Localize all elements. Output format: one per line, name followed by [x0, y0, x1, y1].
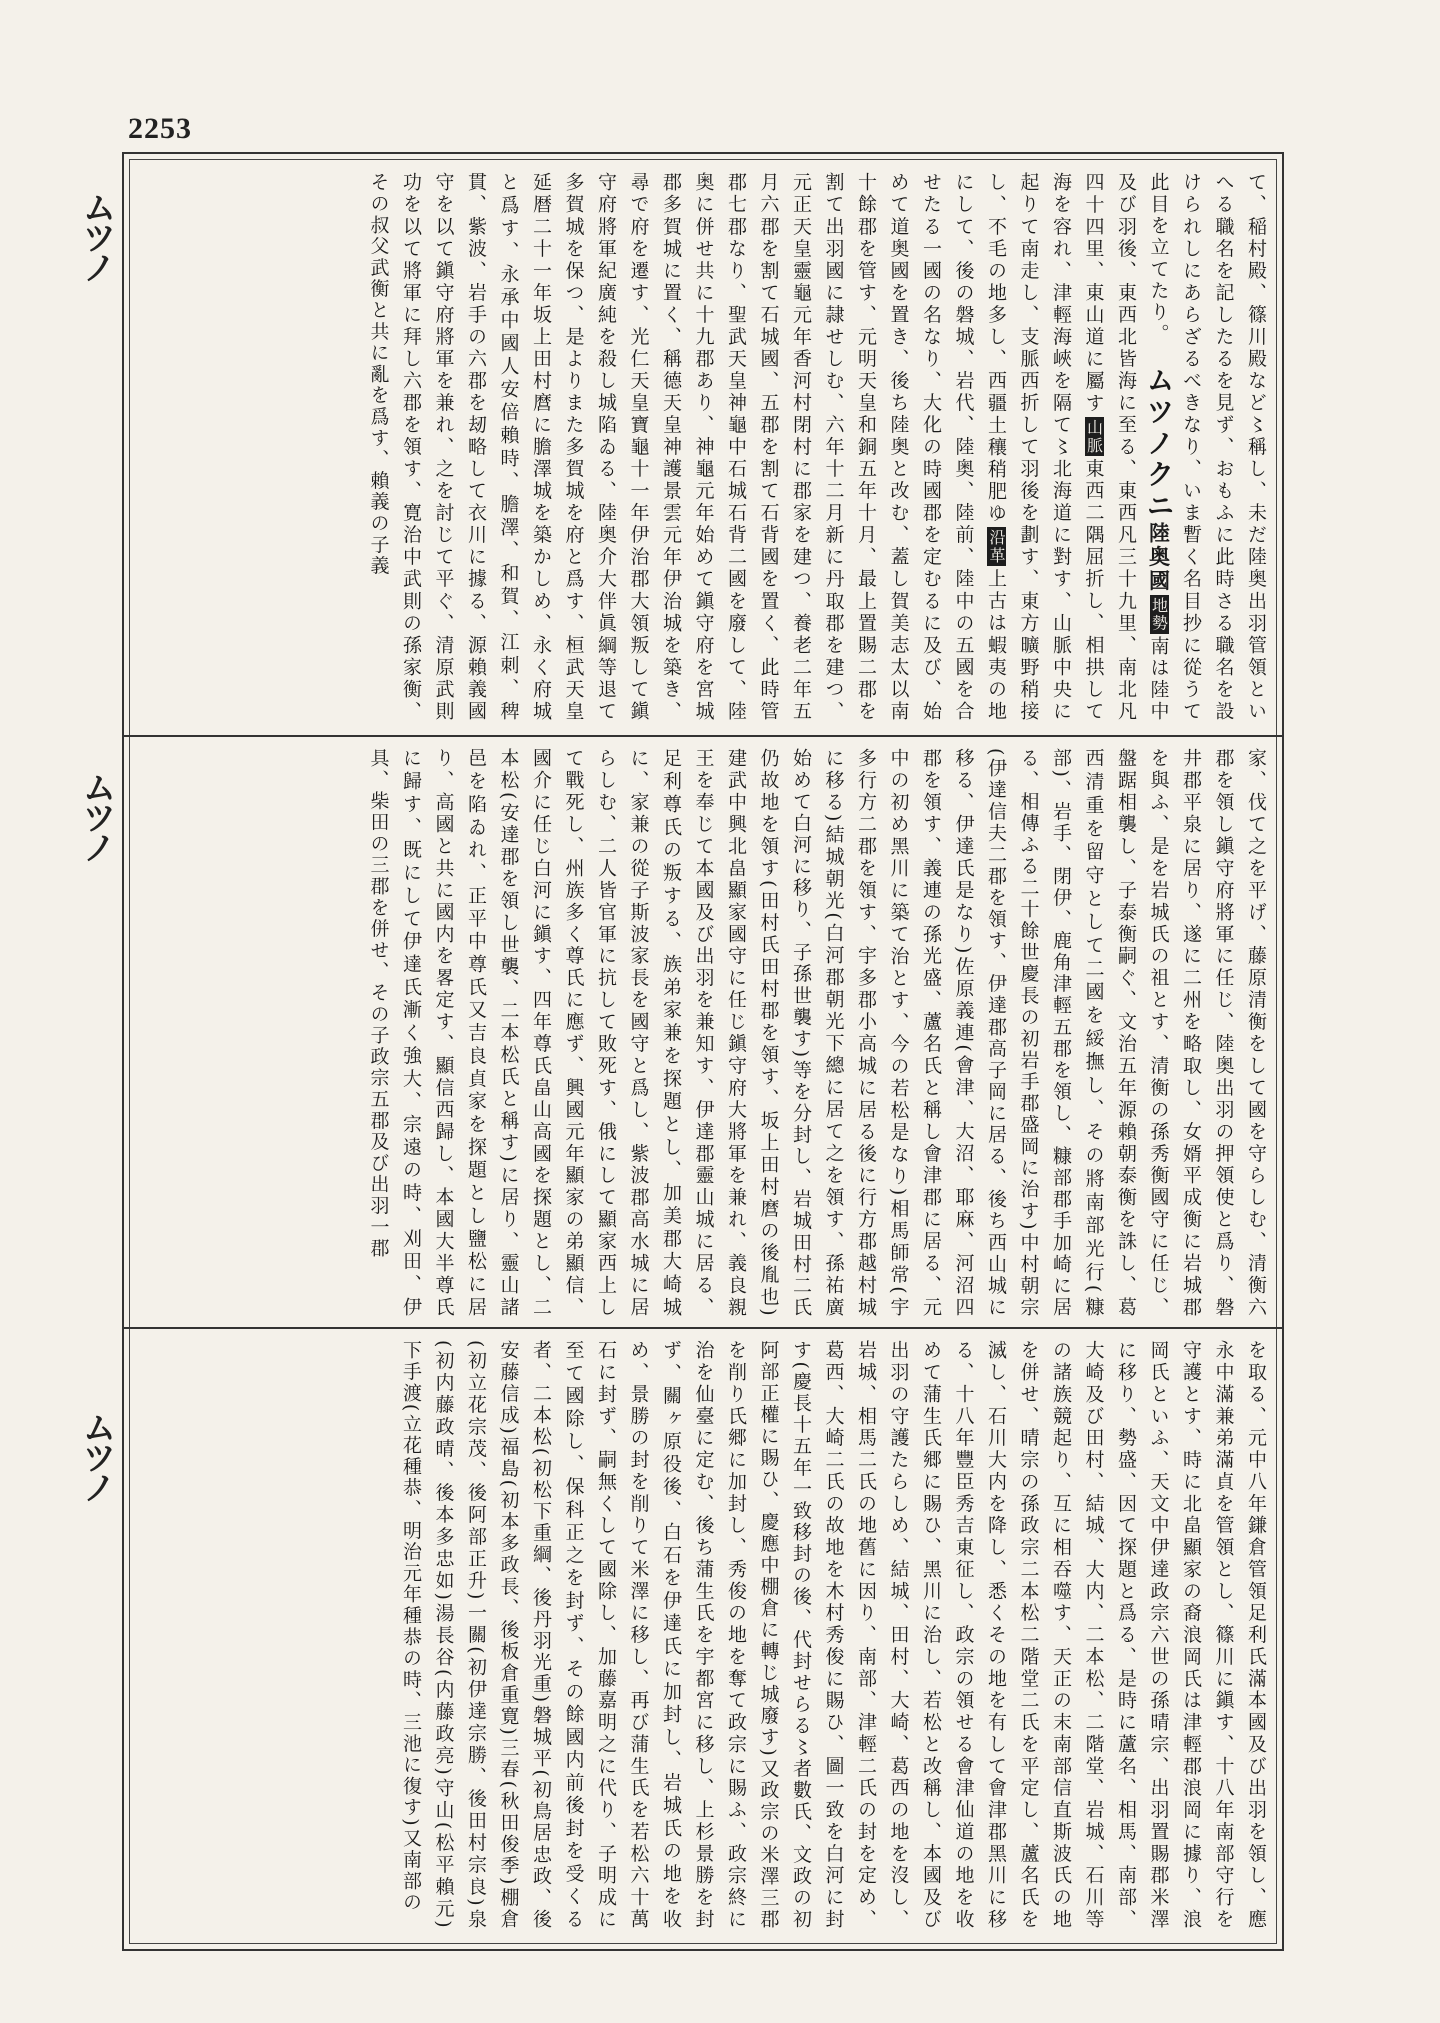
section-mark-geography: 地勢	[1149, 597, 1169, 632]
entry-kanji: 陸奥國	[1146, 522, 1172, 594]
tier-bottom	[136, 1340, 1272, 1930]
margin-label-top: ムツノ	[76, 190, 116, 280]
section-mark-mountains: 山脈	[1084, 418, 1104, 455]
tier-divider-2	[122, 1327, 1284, 1329]
history-text-c: を取る、元中八年鎌倉管領足利氏滿本國及び出羽を領し、應永中滿兼弟滿貞を管領とし、篠川に鎭す、十八年南部守行を守護とす、時に北畠顯家の裔浪岡氏は津輕郡浪岡に據り、浪岡氏といふ、天文中伊達政宗六世の孫晴宗、出羽置賜郡米澤に移り、勢盛、因て探題と爲る、是時に蘆名、相馬、南部、大崎及び田村、結城、大内、二本松、二階堂、岩城、石川等の諸族競起り、互に相吞噬す、天正の末南部信直斯波氏の地を併せ、晴宗の孫政宗二本松二階堂二氏を平定し、蘆名氏を滅し、石川大内を降し、悉くその地を有して會津郡黑川に移る、十八年豐臣秀吉東征し、政宗の領せる會津仙道の地を收めて蒲生氏郷に賜ひ、黑川に治し、若松と改稱し、本國及び出羽の守護たらしめ、結城、田村、大崎、葛西の地を沒し、岩城、相馬二氏の地舊に因り、南部、津輕二氏の封を定め、葛西、大崎二氏の故地を木村秀俊に賜ひ、圖一致を白河に封す(慶長十五年一致移封の後、代封せらる〻者數氏、文政の初阿部正權に賜ひ、慶應中棚倉に轉じ城廢す)又政宗の米澤三郡を削り氏郷に加封し、秀俊の地を奪て政宗に賜ふ、政宗終に治を仙臺に定む、後ち蒲生氏を宇都宮に移し、上杉景勝を封ず、關ヶ原役後、白石を伊達氏に加封し、岩城氏の地を收め、景勝の封を削りて米澤に移し、再び蒲生氏を若松六十萬石に封ず、嗣無くして國除し、加藤嘉明之に代り、子明成に至て國除し、保科正之を封ず、その餘國内前後封を受くる者、二本松(初松下重綱、後丹羽光重)磐城平(初鳥居忠政、後安藤信成)福島(初本多政長、後板倉重寛)三春(秋田俊季)棚倉(初立花宗茂、後阿部正升)一關(初伊達宗勝、後田村宗良)泉(初内藤政晴、後本多忠如)湯長谷(内藤政亮)守山(松平賴元)下手渡(立花種恭、明治元年種恭の時、三池に復す)又南部の	[400, 1340, 1267, 1930]
margin-label-bottom: ムツノ	[76, 1410, 116, 1500]
intro-text: て、稲村殿、篠川殿など〻稱し、未だ陸奥出羽管領といへる職名を記したるを見ず、おもふに此時さる職名を設けられしにあらざるべきなり、いま暫く名目抄に從うて此目を立てたり。	[1147, 172, 1267, 722]
page-number: 2253	[128, 112, 192, 145]
tier-top	[136, 172, 1272, 722]
geography-text-a: 南は陸中及び羽後、東西北皆海に至る、東西凡三十九里、南北凡四十四里、東山道に屬す	[1082, 172, 1170, 722]
history-text-b: 家、伐て之を平げ、藤原清衡をして國を守らしむ、清衡六郡を領し鎭守府將軍に任じ、陸奥出羽の押領使と爲り、磐井郡平泉に居り、遂に二州を略取し、女婿平成衡に岩城郡を與ふ、是を岩城氏の祖とす、清衡の孫秀衡國守に任じ、盤踞相襲し、子泰衡嗣ぐ、文治五年源賴朝泰衡を誅し、葛西清重を留守として二國を綏撫し、その將南部光行(糠部)、岩手、閉伊、鹿角津輕五郡を領し、糠部郡手加崎に居る、相傳ふる二十餘世慶長の初岩手郡盛岡に治す)中村朝宗(伊達信夫二郡を領す、伊達郡高子岡に居る、後ち西山城に移る、伊達氏是なり)佐原義連(會津、大沼、耶麻、河沼四郡を領す、義連の孫光盛、蘆名氏と稱し會津郡に居る、元中の初め黑川に築て治とす、今の若松是なり)相馬師常(宇多行方二郡を領す、宇多郡小高城に居る後に行方郡越村城に移る)結城朝光(白河郡朝光下總に居て之を領す、孫祐廣始めて白河に移り、子孫世襲す)等を分封し、岩城田村二氏仍故地を領す(田村氏田村郡を領す、坂上田村麿の後胤也)建武中興北畠顯家國守に任じ鎭守府大將軍を兼れ、義良親王を奉じて本國及び出羽を兼知す、伊達郡靈山城に居る、足利尊氏の叛する、族弟家兼を探題とし、加美郡大崎城に、家兼の從子斯波家長を國守と爲し、紫波郡高水城に居らしむ、二人皆官軍に抗して敗死す、俄にして顯家西上して戰死し、州族多く尊氏に應ず、興國元年顯家の弟顯信、國介に任じ白河に鎭す、四年尊氏畠山高國を探題とし、二本松(安達郡を領し世襲、二本松氏と稱す)に居り、靈山諸邑を陷ゐれ、正平中尊氏又吉良貞家を探題とし鹽松に居り、高國と共に國内を畧定す、顯信西歸し、本國大半尊氏に歸す、既にして伊達氏漸く強大、宗遠の時、刈田、伊具、柴田の三郡を併せ、その子政宗五郡及び出羽一郡	[367, 748, 1267, 1318]
margin-label-middle: ムツノ	[76, 770, 116, 860]
entry-heading: ムツノクニ	[1142, 365, 1176, 523]
section-mark-history: 沿革	[987, 528, 1006, 565]
tier-middle	[136, 748, 1272, 1318]
tier-divider-1	[122, 735, 1284, 737]
history-text-a: 上古は蝦夷の地にして、後の磐城、岩代、陸奥、陸前、陸中の五國を合せたる一國の名なり、大化の時國郡を定むるに及び、始めて道奥國を置き、後ち陸奥と改む、蓋し賀美志太以南十餘郡を管す、元明天皇和銅五年十月、最上置賜二郡を割て出羽國に隷せしむ、六年十二月新に丹取郡を建つ、元正天皇靈龜元年香河村閉村に郡家を建つ、養老二年五月六郡を割て石城國、五郡を割て石背國を置く、此時管郡七郡なり、聖武天皇神龜中石城石背二國を廢して、陸奥に併せ共に十九郡あり、神龜元年始めて鎭守府を宮城郡多賀城に置く、稱德天皇神護景雲元年伊治城を築き、尋で府を遷す、光仁天皇寶龜十一年伊治郡大領叛して鎭守府將軍紀廣純を殺し城陷ゐる、陸奥介大伴眞綱等退て多賀城を保つ、是よりまた多賀城を府と爲す、桓武天皇延暦二十一年坂上田村麿に膽澤城を築かしめ、永く府城と爲す、永承中國人安倍賴時、膽澤、和賀、江刺、稗貫、紫波、岩手の六郡を刼略して衣川に據る、源賴義國守を以て鎭守府將軍を兼れ、之を討じて平ぐ、清原武則功を以て將軍に拜し六郡を領す、寛治中武則の孫家衡、その叔父武衡と共に亂を爲す、賴義の子義	[367, 172, 1007, 722]
geography-text-b: 東西二隅屈折し、相拱して海を容れ、津輕海峽を隔て〻北海道に對す、山脈中央に起りて南走し、支脈西折して羽後を劃す、東方曠野稍接し、不毛の地多し、西疆土穰稍肥ゆ	[985, 172, 1105, 722]
